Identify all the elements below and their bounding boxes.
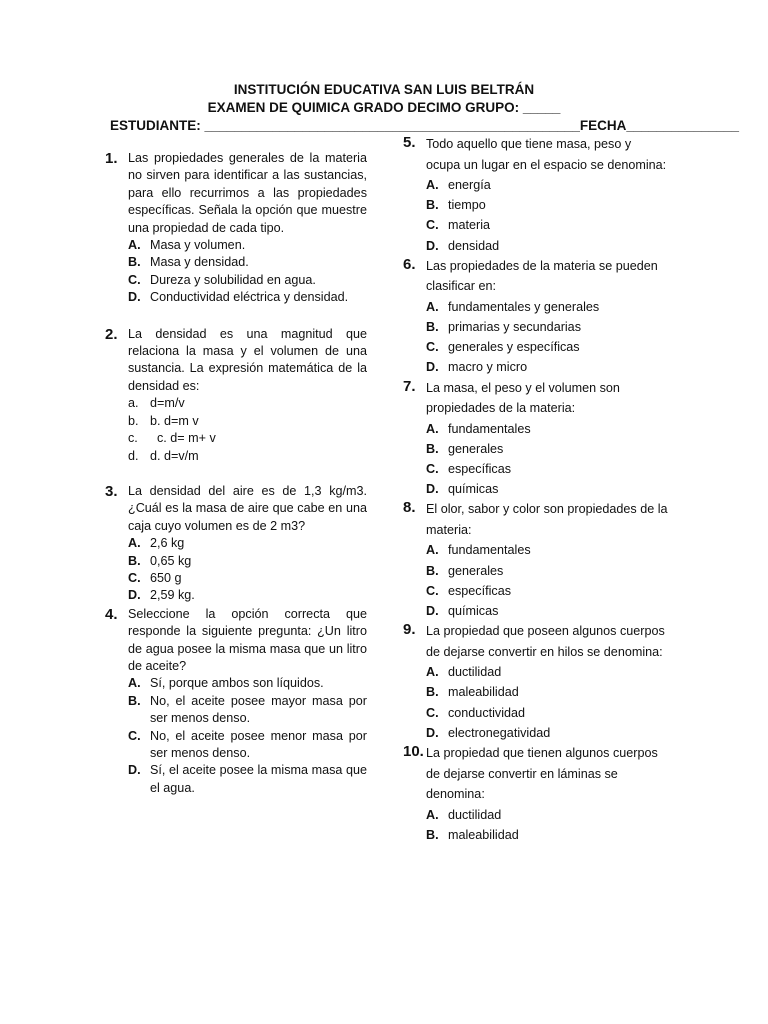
option	[426, 662, 668, 682]
option-text: primarias y secundarias	[448, 320, 581, 335]
option	[426, 479, 668, 499]
option-letter: A.	[426, 807, 439, 822]
option	[426, 682, 668, 702]
option-letter: d.	[128, 448, 139, 463]
option-text: fundamentales y generales	[448, 299, 600, 314]
option-text: Masa y volumen.	[150, 238, 246, 253]
option-text: 650 g	[150, 570, 182, 585]
question-9	[403, 621, 668, 743]
option-text: 0,65 kg	[150, 553, 192, 568]
option	[426, 419, 668, 439]
question-stem: Seleccione la opción correcta que responde la siguiente pregunta: ¿Un litro de agua posee la misma masa que un litro de aceite?	[128, 606, 367, 673]
option-letter: B.	[426, 685, 439, 700]
option	[426, 825, 668, 845]
option-text: químicas	[448, 482, 499, 497]
option-text: 2,59 kg.	[150, 588, 195, 603]
option-letter: A.	[128, 238, 141, 253]
option-text: químicas	[448, 604, 499, 619]
question-stem: Las propiedades generales de la materia no sirven para identificar a las sustancias, para ello recurrimos a las propiedades específicas. Señala la opción que muestre una propiedad de cada tipo.	[128, 151, 367, 235]
option	[128, 395, 367, 412]
option-text: materia	[448, 218, 490, 233]
question-number: 7.	[403, 377, 416, 395]
option-text: 2,6 kg	[150, 536, 185, 551]
option-text: específicas	[448, 583, 511, 598]
option-text: ductilidad	[448, 807, 502, 822]
option-letter: A.	[128, 536, 141, 551]
option-letter: C.	[128, 570, 141, 585]
option-letter: B.	[128, 255, 141, 270]
option-text: d=m/v	[150, 396, 185, 411]
option-letter: B.	[426, 827, 439, 842]
option-letter: A.	[426, 299, 439, 314]
option-letter: A.	[426, 665, 439, 680]
option	[128, 693, 367, 728]
options-list	[426, 805, 668, 845]
option-letter: C.	[426, 583, 439, 598]
option-text: generales	[448, 441, 504, 456]
option	[426, 723, 668, 743]
question-number: 5.	[403, 134, 416, 151]
option-text: fundamentales	[448, 543, 531, 558]
option-letter: C.	[128, 728, 141, 743]
option	[128, 413, 367, 430]
option-text: electronegatividad	[448, 725, 551, 740]
option	[426, 601, 668, 621]
option-letter: B.	[128, 553, 141, 568]
left-column	[105, 150, 367, 797]
options-list	[426, 662, 668, 743]
option	[128, 289, 367, 306]
question-number: 3.	[105, 482, 118, 500]
option-letter: a.	[128, 396, 139, 411]
question-1	[105, 150, 367, 307]
options-list	[128, 237, 367, 307]
option-letter: D.	[426, 360, 439, 375]
option	[426, 561, 668, 581]
option	[426, 215, 668, 235]
options-list	[128, 395, 367, 465]
option	[426, 317, 668, 337]
option	[128, 272, 367, 289]
question-stem: La masa, el peso y el volumen son propiedades de la materia:	[426, 380, 620, 416]
option	[128, 254, 367, 271]
option-text: ductilidad	[448, 665, 502, 680]
option-text: específicas	[448, 462, 511, 477]
option	[128, 448, 367, 465]
option	[426, 540, 668, 560]
option-text: No, el aceite posee mayor masa por ser menos denso.	[150, 693, 367, 726]
option-letter: C.	[426, 462, 439, 477]
option-letter: A.	[128, 676, 141, 691]
option-letter: D.	[128, 290, 141, 305]
option-letter: b.	[128, 413, 139, 428]
option	[426, 195, 668, 215]
option	[426, 581, 668, 601]
option-letter: B.	[426, 320, 439, 335]
question-stem: La propiedad que poseen algunos cuerpos de dejarse convertir en hilos se denomina:	[426, 624, 665, 659]
option	[128, 762, 367, 797]
option-letter: A.	[426, 543, 439, 558]
option	[128, 237, 367, 254]
option	[426, 357, 668, 377]
options-list	[426, 540, 668, 621]
option	[426, 703, 668, 723]
option-text: generales y específicas	[448, 340, 580, 355]
option-letter: B.	[128, 693, 141, 708]
options-list	[426, 419, 668, 500]
option	[426, 175, 668, 195]
question-5	[403, 134, 668, 256]
option-letter: D.	[426, 604, 439, 619]
option-text: Sí, el aceite posee la misma masa que el agua.	[150, 763, 367, 795]
option-letter: C.	[426, 705, 439, 720]
question-stem: La densidad es una magnitud que relaciona la masa y el volumen de una sustancia. La expresión matemática de la densidad es:	[128, 326, 367, 393]
option	[128, 553, 367, 570]
question-stem: Todo aquello que tiene masa, peso y ocupa un lugar en el espacio se denomina:	[426, 137, 667, 172]
option-text: No, el aceite posee menor masa por ser menos denso.	[150, 728, 367, 760]
question-stem: Las propiedades de la materia se pueden clasificar en:	[426, 258, 658, 294]
question-number: 2.	[105, 325, 118, 343]
option-text: macro y micro	[448, 360, 528, 375]
option-text: b. d=m v	[150, 413, 199, 428]
option	[128, 587, 367, 604]
options-list	[426, 297, 668, 378]
option-text: Sí, porque ambos son líquidos.	[150, 676, 324, 691]
option	[426, 805, 668, 825]
option	[426, 297, 668, 317]
options-list	[426, 175, 668, 256]
option-text: Dureza y solubilidad en agua.	[150, 272, 316, 287]
option-text: maleabilidad	[448, 685, 519, 700]
question-number: 10.	[403, 743, 424, 761]
option-letter: D.	[426, 482, 439, 497]
option	[128, 728, 367, 763]
question-number: 9.	[403, 621, 416, 639]
question-stem: El olor, sabor y color son propiedades de la materia:	[426, 502, 668, 537]
exam-title: EXAMEN DE QUIMICA GRADO DECIMO GRUPO: _____	[207, 100, 561, 115]
option-text: tiempo	[448, 198, 486, 213]
question-4	[105, 606, 367, 797]
question-6	[403, 256, 668, 378]
option	[426, 459, 668, 479]
option-letter: D.	[128, 588, 141, 603]
right-column	[403, 134, 668, 845]
option-text: fundamentales	[448, 421, 531, 436]
option-text: densidad	[448, 238, 500, 253]
option-letter: B.	[426, 198, 439, 213]
option-text: generales	[448, 563, 504, 578]
option-letter: B.	[426, 441, 439, 456]
option	[426, 439, 668, 459]
question-7	[403, 378, 668, 500]
option	[128, 570, 367, 587]
option	[426, 337, 668, 357]
option-text: Masa y densidad.	[150, 255, 249, 270]
question-8	[403, 499, 668, 621]
question-number: 6.	[403, 255, 416, 273]
question-stem: La densidad del aire es de 1,3 kg/m3. ¿Cuál es la masa de aire que cabe en una caja cuyo volumen es de 2 m3?	[128, 483, 367, 533]
option-letter: A.	[426, 178, 439, 192]
question-2	[105, 326, 367, 465]
option-letter: C.	[426, 340, 439, 355]
institution-title: INSTITUCIÓN EDUCATIVA SAN LUIS BELTRÁN	[233, 82, 535, 97]
option-letter: D.	[426, 725, 439, 740]
option-letter: A.	[426, 421, 439, 436]
option-text: Conductividad eléctrica y densidad.	[150, 290, 349, 305]
options-list	[128, 675, 367, 797]
question-number: 8.	[403, 499, 416, 517]
option-letter: B.	[426, 563, 439, 578]
option-letter: D.	[128, 763, 141, 778]
question-number: 4.	[105, 605, 118, 623]
option-text: c. d= m+ v	[150, 431, 216, 446]
option-letter: D.	[426, 238, 439, 253]
question-number: 1.	[105, 150, 118, 167]
option	[128, 430, 367, 447]
option-text: conductividad	[448, 705, 526, 720]
option-text: maleabilidad	[448, 827, 519, 842]
question-3	[105, 483, 367, 605]
option-letter: c.	[128, 431, 138, 446]
option	[128, 675, 367, 692]
option	[128, 535, 367, 552]
option-text: energía	[448, 178, 491, 192]
option-letter: C.	[128, 272, 141, 287]
question-stem: La propiedad que tienen algunos cuerpos de dejarse convertir en láminas se denomina:	[426, 746, 658, 802]
options-list	[128, 535, 367, 605]
student-date-line: ESTUDIANTE: __________________________________________________FECHA_______________	[110, 118, 740, 133]
option-letter: C.	[426, 218, 439, 233]
option	[426, 236, 668, 256]
option-text: d. d=v/m	[150, 448, 199, 463]
question-10	[403, 743, 668, 845]
